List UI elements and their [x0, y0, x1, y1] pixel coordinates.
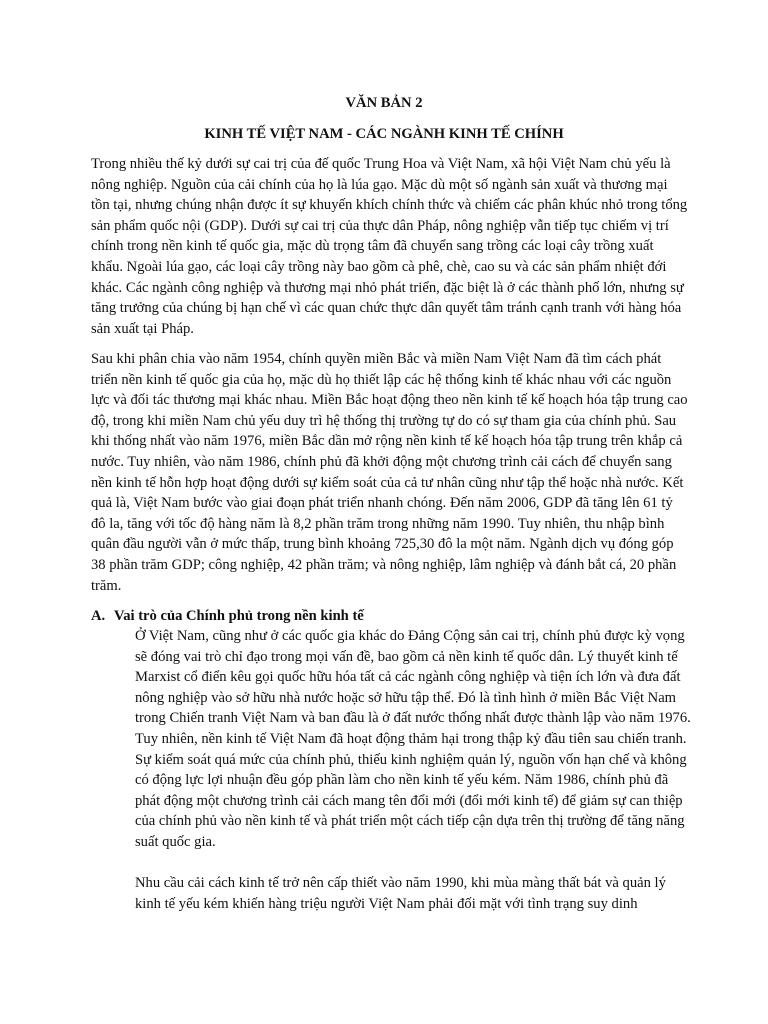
section-a-heading-text: Vai trò của Chính phủ trong nền kinh tế [114, 608, 364, 624]
document-label: VĂN BẢN 2 [345, 95, 423, 111]
document-title: KINH TẾ VIỆT NAM - CÁC NGÀNH KINH TẾ CHÍNH [204, 126, 564, 142]
section-a-paragraph-2: Nhu cầu cải cách kinh tế trở nên cấp thiết vào năm 1990, khi mùa màng thất bát và quản lý kinh tế yếu kém khiến hàng triệu người Việt Nam phải đối mặt với tình trạng suy dinh [135, 875, 666, 912]
body-paragraph-2: Sau khi phân chia vào năm 1954, chính quyền miền Bắc và miền Nam Việt Nam đã tìm cách phát triển nền kinh tế quốc gia của họ, mặc dù họ thiết lập các hệ thống kinh tế khác nhau với các nguồn lực và đối tác thương mại khác nhau. Miền Bắc hoạt động theo nền kinh tế kế hoạch hóa tập trung cao độ, trong khi miền Nam chủ yếu duy trì hệ thống thị trường tự do có sự tham gia của chính phủ. Sau khi thống nhất vào năm 1976, miền Bắc dần mở rộng nền kinh tế kế hoạch hóa tập trung trên khắp cả nước. Tuy nhiên, vào năm 1986, chính phủ đã khởi động một chương trình cải cách để chuyển sang nền kinh tế hỗn hợp hoạt động dưới sự kiểm soát của cả tư nhân cũng như tập thể hoặc nhà nước. Kết quả là, Việt Nam bước vào giai đoạn phát triển nhanh chóng. Đến năm 2006, GDP đã tăng lên 61 tỷ đô la, tăng với tốc độ hàng năm là 8,2 phần trăm trong những năm 1990. Tuy nhiên, thu nhập bình quân đầu người vẫn ở mức thấp, trung bình khoảng 725,30 đô la một năm. Ngành dịch vụ đóng góp 38 phần trăm GDP; công nghiệp, 42 phần trăm; và nông nghiệp, lâm nghiệp và đánh bắt cá, 20 phần trăm. [91, 351, 688, 594]
section-a-paragraph-1: Ở Việt Nam, cũng như ở các quốc gia khác do Đảng Cộng sản cai trị, chính phủ được kỳ vọng sẽ đóng vai trò chỉ đạo trong mọi vấn đề, bao gồm cả nền kinh tế quốc dân. Lý thuyết kinh tế Marxist cổ điển kêu gọi quốc hữu hóa tất cả các ngành công nghiệp và tiện ích lớn và đưa đất nông nghiệp vào sở hữu nhà nước hoặc sở hữu tập thể. Đó là tình hình ở miền Bắc Việt Nam trong Chiến tranh Việt Nam và ban đầu là ở đất nước thống nhất được thành lập vào năm 1976. Tuy nhiên, nền kinh tế Việt Nam đã hoạt động thảm hại trong thập kỷ đầu tiên sau chiến tranh. Sự kiểm soát quá mức của chính phủ, thiếu kinh nghiệm quản lý, nguồn vốn hạn chế và không có động lực lợi nhuận đều góp phần làm cho nền kinh tế yếu kém. Năm 1986, chính phủ đã phát động một chương trình cải cách mang tên đổi mới (đổi mới kinh tế) để giảm sự can thiệp của chính phủ vào nền kinh tế và phát triển một cách tiếp cận dựa trên thị trường để tăng năng suất quốc gia. [135, 628, 691, 850]
body-paragraph-1: Trong nhiều thế kỷ dưới sự cai trị của đế quốc Trung Hoa và Việt Nam, xã hội Việt Nam chủ yếu là nông nghiệp. Nguồn của cải chính của họ là lúa gạo. Mặc dù một số ngành sản xuất và thương mại tồn tại, nhưng chúng nhận được ít sự khuyến khích chính thức và chiếm các phân khúc nhỏ trong tổng sản phẩm quốc nội (GDP). Dưới sự cai trị của thực dân Pháp, nông nghiệp vẫn tiếp tục chiếm vị trí chính trong nền kinh tế quốc gia, mặc dù trọng tâm đã chuyển sang trồng các loại cây trồng xuất khẩu. Ngoài lúa gạo, các loại cây trồng này bao gồm cà phê, chè, cao su và các sản phẩm nhiệt đới khác. Các ngành công nghiệp và thương mại nhỏ phát triển, đặc biệt là ở các thành phố lớn, nhưng sự tăng trưởng của chúng bị hạn chế vì các quan chức thực dân quyết tâm tránh cạnh tranh với hàng hóa sản xuất tại Pháp. [91, 156, 688, 337]
section-a-marker: A. [91, 608, 106, 624]
section-a-heading [91, 606, 691, 626]
